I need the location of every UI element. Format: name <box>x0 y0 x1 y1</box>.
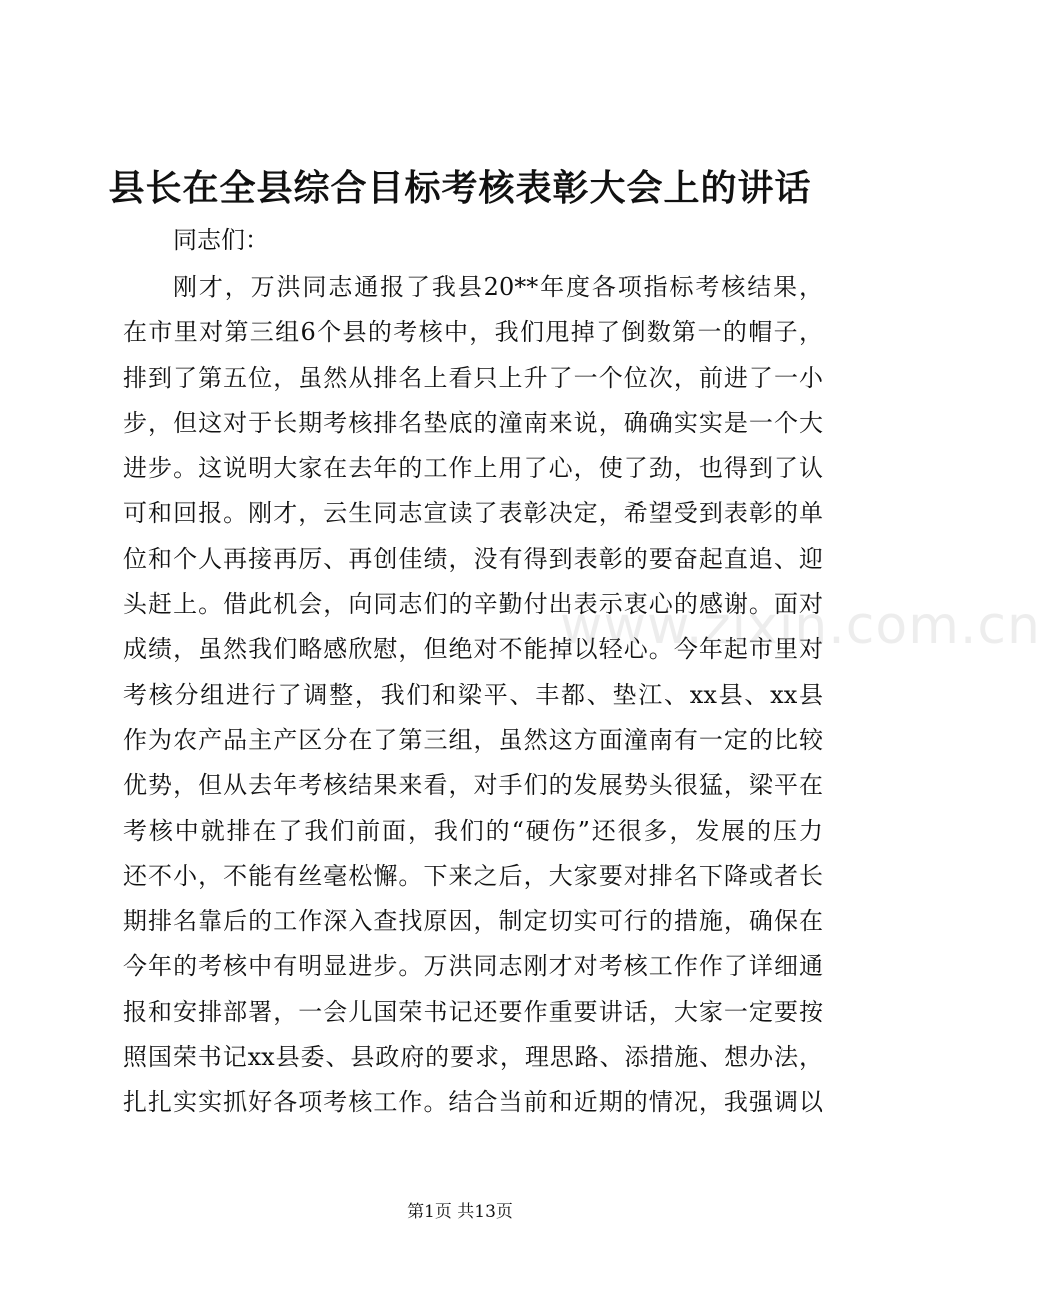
text-line: 位和个人再接再厉、再创佳绩，没有得到表彰的要奋起直追、迎 <box>123 544 823 573</box>
text-line: 作为农产品主产区分在了第三组，虽然这方面潼南有一定的比较 <box>123 725 823 754</box>
text-line: 考核分组进行了调整，我们和梁平、丰都、垫江、xx县、xx县 <box>123 680 823 709</box>
page-footer: 第1页 共13页 <box>407 1202 513 1222</box>
text-line: 期排名靠后的工作深入查找原因，制定切实可行的措施，确保在 <box>123 907 823 936</box>
text-line: 可和回报。刚才，云生同志宣读了表彰决定，希望受到表彰的单 <box>123 499 823 528</box>
text-line: 今年的考核中有明显进步。万洪同志刚才对考核工作作了详细通 <box>123 952 823 981</box>
text-line: 考核中就排在了我们前面，我们的“硬伤”还很多，发展的压力 <box>123 816 823 845</box>
text-line: 还不小，不能有丝毫松懈。下来之后，大家要对排名下降或者长 <box>123 861 823 890</box>
text-line: 照国荣书记xx县委、县政府的要求，理思路、添措施、想办法， <box>123 1043 823 1072</box>
text-line: 扎扎实实抓好各项考核工作。结合当前和近期的情况，我强调以 <box>123 1088 823 1117</box>
document-title: 县长在全县综合目标考核表彰大会上的讲话 <box>108 167 812 209</box>
text-line: 报和安排部署，一会儿国荣书记还要作重要讲话，大家一定要按 <box>123 997 823 1026</box>
text-line: 头赶上。借此机会，向同志们的辛勤付出表示衷心的感谢。面对 <box>123 590 823 619</box>
watermark: www.zixin.com.cn <box>560 596 1041 656</box>
text-line: 进步。这说明大家在去年的工作上用了心，使了劲，也得到了认 <box>123 454 823 483</box>
salutation: 同志们： <box>173 226 269 254</box>
text-line: 排到了第五位，虽然从排名上看只上升了一个位次，前进了一小 <box>123 363 823 392</box>
text-line: 成绩，虽然我们略感欣慰，但绝对不能掉以轻心。今年起市里对 <box>123 635 823 664</box>
text-line: 刚才，万洪同志通报了我县20**年度各项指标考核结果， <box>173 273 823 301</box>
body-text <box>123 265 823 1126</box>
text-line: 优势，但从去年考核结果来看，对手们的发展势头很猛，梁平在 <box>123 771 823 800</box>
text-line: 在市里对第三组6个县的考核中，我们甩掉了倒数第一的帽子， <box>123 318 823 347</box>
text-line: 步，但这对于长期考核排名垫底的潼南来说，确确实实是一个大 <box>123 408 823 437</box>
